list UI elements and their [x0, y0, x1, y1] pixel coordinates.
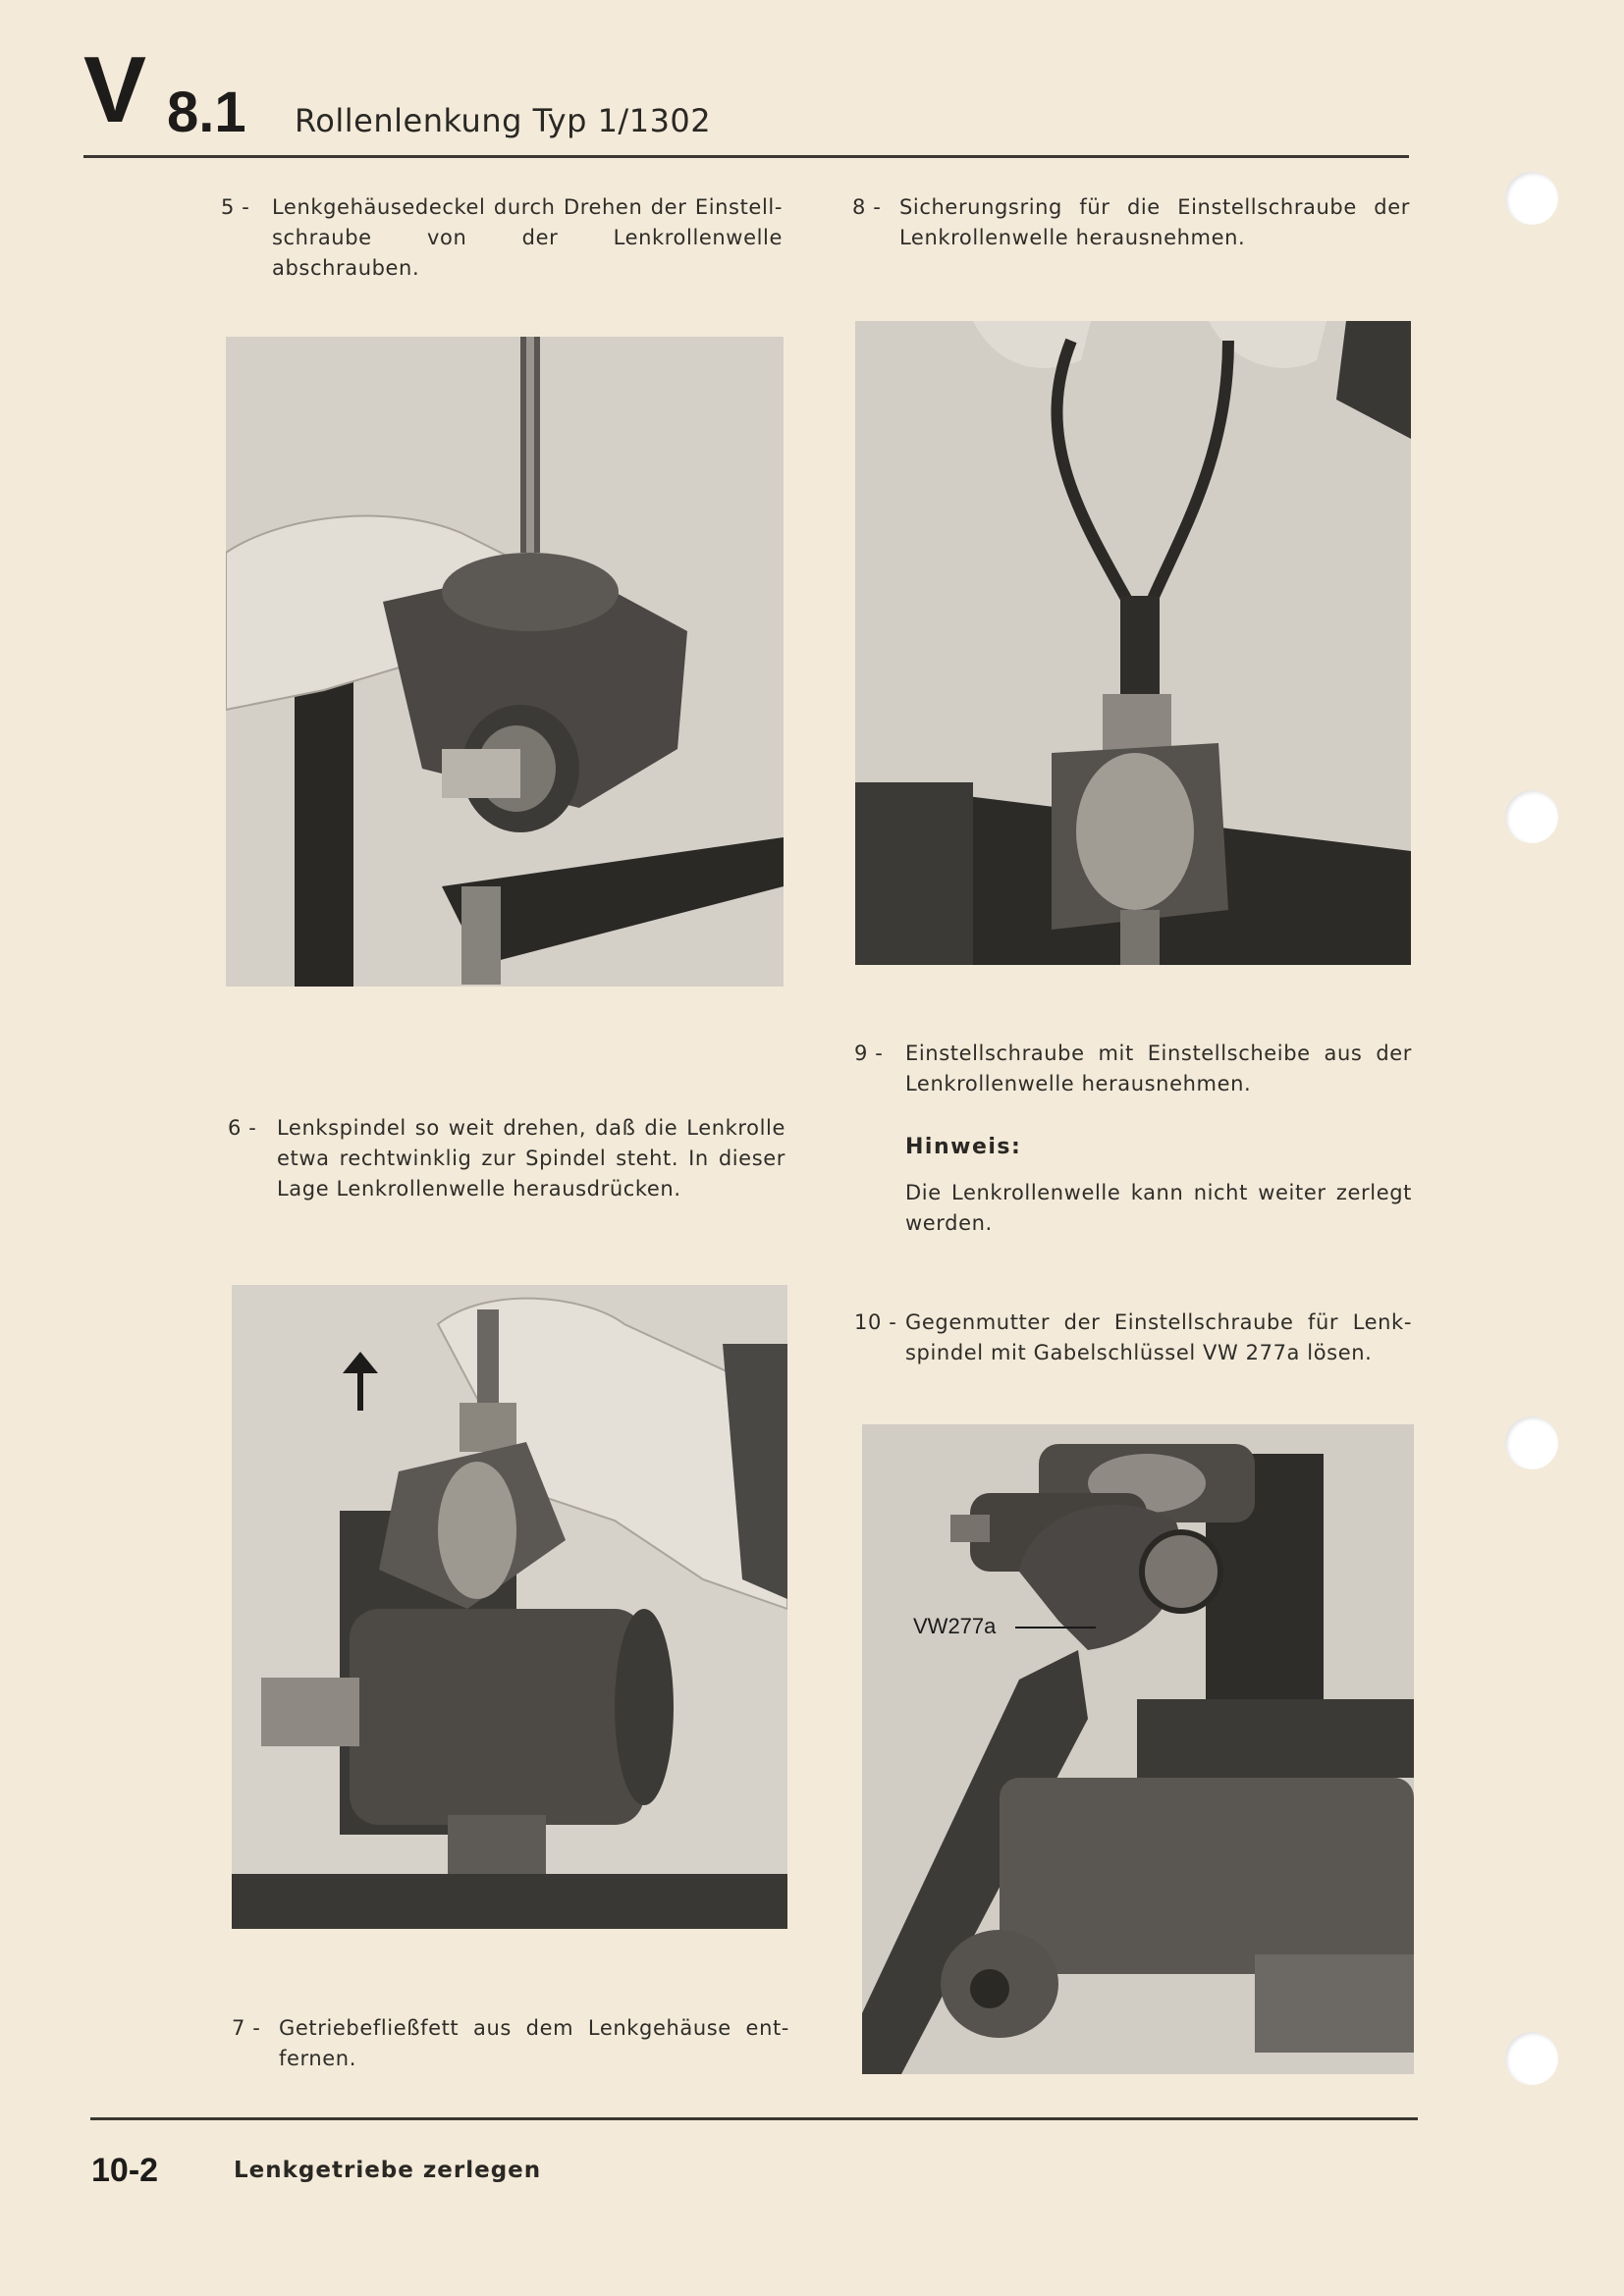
section-number: 8.1 [167, 80, 246, 144]
photo-remove-cover [226, 337, 784, 987]
punch-hole [1505, 2032, 1558, 2085]
tool-callout-label: VW277a [913, 1614, 997, 1638]
step-text: Einstellschraube mit Einstellscheibe aus der Lenkrollenwelle herausnehmen. [905, 1041, 1412, 1095]
section-letter: V [83, 37, 145, 142]
step-text: Lenkspindel so weit drehen, daß die Lenkrolle etwa rechtwinklig zur Spindel steht. In dieser Lage Lenkrollenwelle herausdrücken. [277, 1116, 785, 1201]
photo-loosen-locknut [862, 1424, 1414, 2074]
step-number: 8 - [852, 195, 882, 219]
step-10 [854, 1308, 1412, 1376]
roller-shaft-illustration [232, 1285, 787, 1929]
wrench-vise-illustration [862, 1424, 1414, 2074]
header-rule [83, 155, 1409, 158]
page-number: 10-2 [91, 2152, 159, 2189]
step-text: Lenkgehäusedeckel durch Drehen der Einstell-schraube von der Lenkrollenwelle abschrauben. [272, 195, 783, 280]
step-number: 6 - [228, 1116, 257, 1140]
photo-press-out-shaft [232, 1285, 787, 1929]
circlip-pliers-illustration [855, 321, 1411, 965]
punch-hole [1505, 1416, 1558, 1469]
punch-hole [1505, 172, 1558, 225]
step-9 [854, 1039, 1412, 1107]
page-title: Rollenlenkung Typ 1/1302 [295, 102, 712, 139]
step-text: Getriebefließfett aus dem Lenkgehäuse ent-fernen. [279, 2016, 789, 2070]
note-label: Hinweis: [905, 1135, 1022, 1159]
step-number: 7 - [232, 2016, 261, 2040]
photo-remove-circlip [855, 321, 1411, 965]
step-7 [232, 2013, 789, 2082]
step-text: Gegenmutter der Einstellschraube für Lenk-spindel mit Gabelschlüssel VW 277a lösen. [905, 1310, 1412, 1364]
step-number: 5 - [221, 195, 250, 219]
punch-hole [1505, 790, 1558, 843]
steering-box-cover-illustration [226, 337, 784, 987]
step-8 [852, 192, 1410, 261]
callout-leader-line [1015, 1627, 1096, 1629]
footer-title: Lenkgetriebe zerlegen [234, 2158, 542, 2183]
step-number: 9 - [854, 1041, 884, 1065]
step-text: Sicherungsring für die Einstellschraube der Lenkrollenwelle herausnehmen. [899, 195, 1410, 249]
step-5 [221, 192, 783, 280]
footer-rule [90, 2117, 1418, 2120]
step-6 [228, 1113, 785, 1211]
step-number: 10 - [854, 1310, 897, 1334]
note-text: Die Lenkrollenwelle kann nicht weiter zerlegt werden. [905, 1181, 1412, 1235]
